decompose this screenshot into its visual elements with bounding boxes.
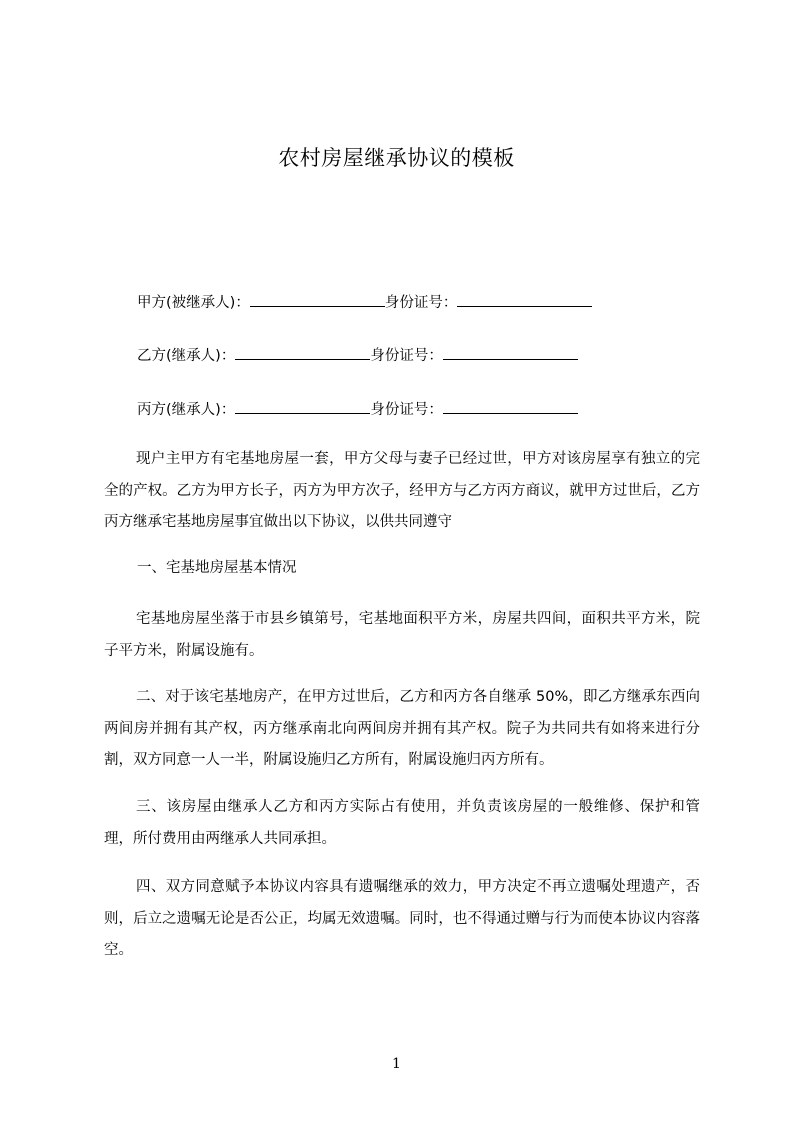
id-blank bbox=[457, 292, 592, 307]
party-label: 甲方(被继承人)： bbox=[137, 295, 250, 311]
section4-paragraph: 四、双方同意赋予本协议内容具有遗嘱继承的效力，甲方决定不再立遗嘱处理遗产，否则，后立之遗嘱无论是否公正，均属无效遗嘱。同时，也不得通过赠与行为而使本协议内容落空。 bbox=[104, 879, 700, 958]
name-blank bbox=[250, 292, 385, 307]
party-label: 丙方(继承人)： bbox=[137, 402, 236, 418]
preamble-paragraph: 现户主甲方有宅基地房屋一套，甲方父母与妻子已经过世，甲方对该房屋享有独立的完全的产权。乙方为甲方长子，丙方为甲方次子，经甲方与乙方丙方商议，就甲方过世后，乙方丙方继承宅基地房屋事宜做出以下协议，以供共同遵守 bbox=[104, 451, 700, 530]
section3-paragraph: 三、该房屋由继承人乙方和丙方实际占有使用，并负责该房屋的一般维修、保护和管理，所付费用由两继承人共同承担。 bbox=[104, 799, 700, 847]
party-line-jia bbox=[137, 292, 592, 313]
name-blank bbox=[235, 399, 370, 414]
section1-heading: 一、宅基地房屋基本情况 bbox=[137, 560, 297, 576]
id-blank bbox=[443, 399, 578, 414]
section2-paragraph: 二、对于该宅基地房产，在甲方过世后，乙方和丙方各自继承 50%，即乙方继承东西向两间房并拥有其产权，丙方继承南北向两间房并拥有其产权。院子为共同共有如将来进行分割，双方同意一人一半，附属设施归乙方所有，附属设施归丙方所有。 bbox=[104, 689, 700, 768]
name-blank bbox=[235, 345, 370, 360]
section1-paragraph: 宅基地房屋坐落于市县乡镇第号，宅基地面积平方米，房屋共四间，面积共平方米，院子平方米，附属设施有。 bbox=[104, 611, 700, 659]
page-number: 1 bbox=[392, 1056, 401, 1072]
id-label: 身份证号： bbox=[370, 348, 443, 364]
id-label: 身份证号： bbox=[384, 295, 458, 311]
party-line-bing bbox=[137, 399, 578, 420]
party-line-yi bbox=[137, 345, 578, 366]
id-blank bbox=[443, 345, 578, 360]
document-title: 农村房屋继承协议的模板 bbox=[278, 146, 515, 170]
party-label: 乙方(继承人)： bbox=[137, 348, 236, 364]
id-label: 身份证号： bbox=[370, 402, 443, 418]
